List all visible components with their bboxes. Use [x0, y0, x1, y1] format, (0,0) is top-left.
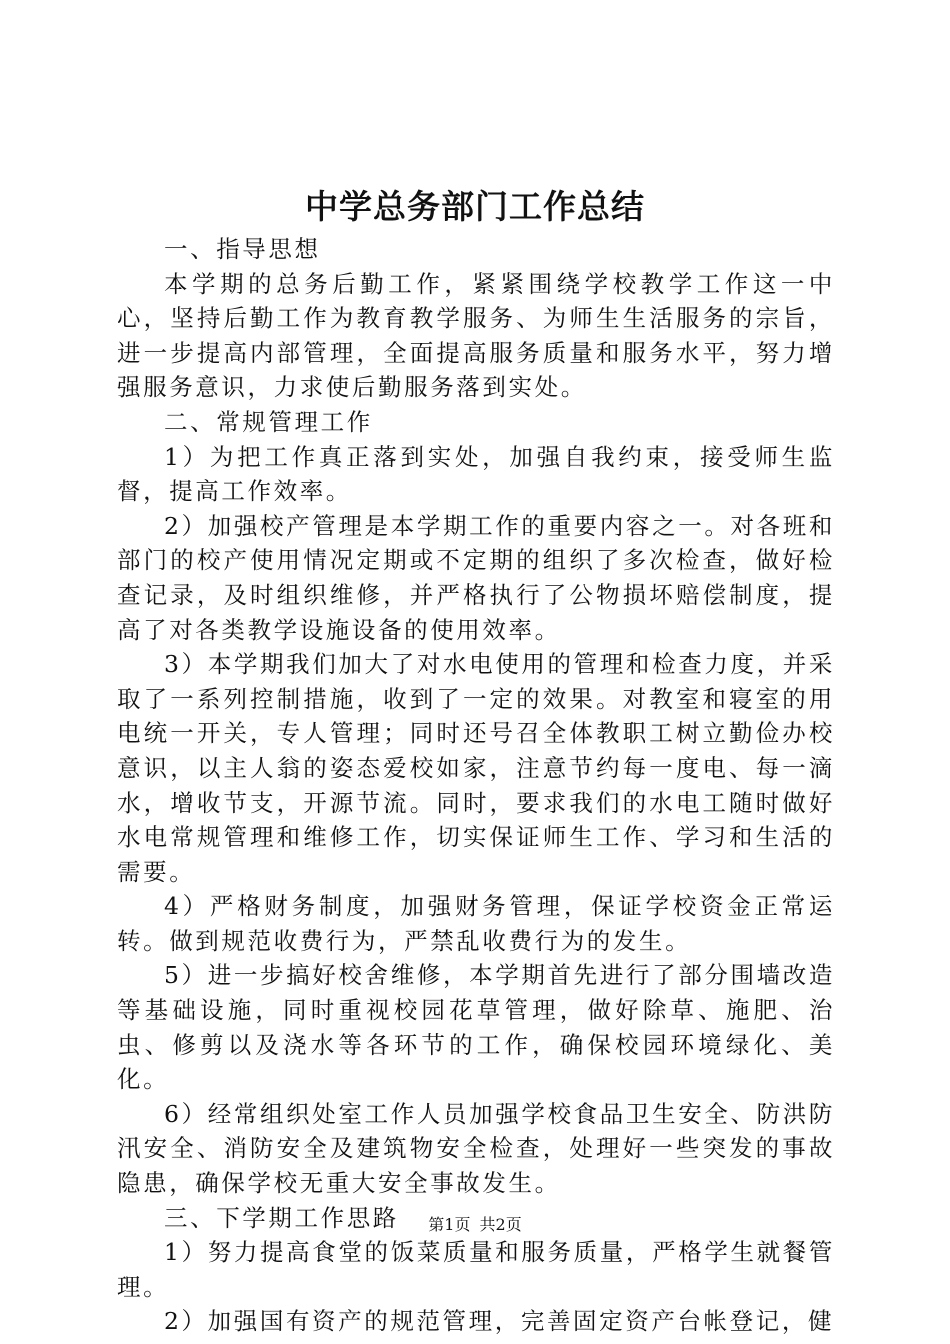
paragraph: 6）经常组织处室工作人员加强学校食品卫生安全、防洪防汛安全、消防安全及建筑物安全检查，处理好一些突发的事故隐患，确保学校无重大安全事故发生。 — [117, 1099, 835, 1198]
section-heading: 二、常规管理工作 — [164, 407, 373, 436]
paragraph: 2）加强国有资产的规范管理，完善固定资产台帐登记，健 — [164, 1307, 835, 1336]
paragraph: 5）进一步搞好校舍维修，本学期首先进行了部分围墙改造等基础设施，同时重视校园花草管理，做好除草、施肥、治虫、修剪以及浇水等各环节的工作，确保校园环境绿化、美化。 — [117, 961, 835, 1094]
section-heading: 三、下学期工作思路 — [164, 1203, 399, 1232]
paragraph: 1）为把工作真正落到实处，加强自我约束，接受师生监督，提高工作效率。 — [117, 442, 835, 506]
page-total: 共2页 — [479, 1215, 522, 1234]
paragraph: 本学期的总务后勤工作，紧紧围绕学校教学工作这一中心，坚持后勤工作为教育教学服务、为师生生活服务的宗旨，进一步提高内部管理，全面提高服务质量和服务水平，努力增强服务意识，力求使后勤服务落到实处。 — [117, 269, 835, 402]
paragraph: 2）加强校产管理是本学期工作的重要内容之一。对各班和部门的校产使用情况定期或不定期的组织了多次检查，做好检查记录，及时组织维修，并严格执行了公物损坏赔偿制度，提高了对各类教学设施设备的使用效率。 — [117, 511, 835, 644]
page-footer — [0, 1213, 950, 1237]
section-heading: 一、指导思想 — [164, 235, 321, 263]
paragraph: 3）本学期我们加大了对水电使用的管理和检查力度，并采取了一系列控制措施，收到了一定的效果。对教室和寝室的用电统一开关，专人管理；同时还号召全体教职工树立勤俭办校意识，以主人翁的姿态爱校如家，注意节约每一度电、每一滴水，增收节支，开源节流。同时，要求我们的水电工随时做好水电常规管理和维修工作，切实保证师生工作、学习和生活的需要。 — [117, 650, 835, 886]
page-number: 第1页 — [428, 1215, 471, 1234]
document-title: 中学总务部门工作总结 — [305, 187, 645, 226]
document-body — [117, 232, 835, 1339]
paragraph: 4）严格财务制度，加强财务管理，保证学校资金正常运转。做到规范收费行为，严禁乱收费行为的发生。 — [117, 892, 835, 955]
paragraph: 1）努力提高食堂的饭菜质量和服务质量，严格学生就餐管理。 — [117, 1238, 835, 1301]
